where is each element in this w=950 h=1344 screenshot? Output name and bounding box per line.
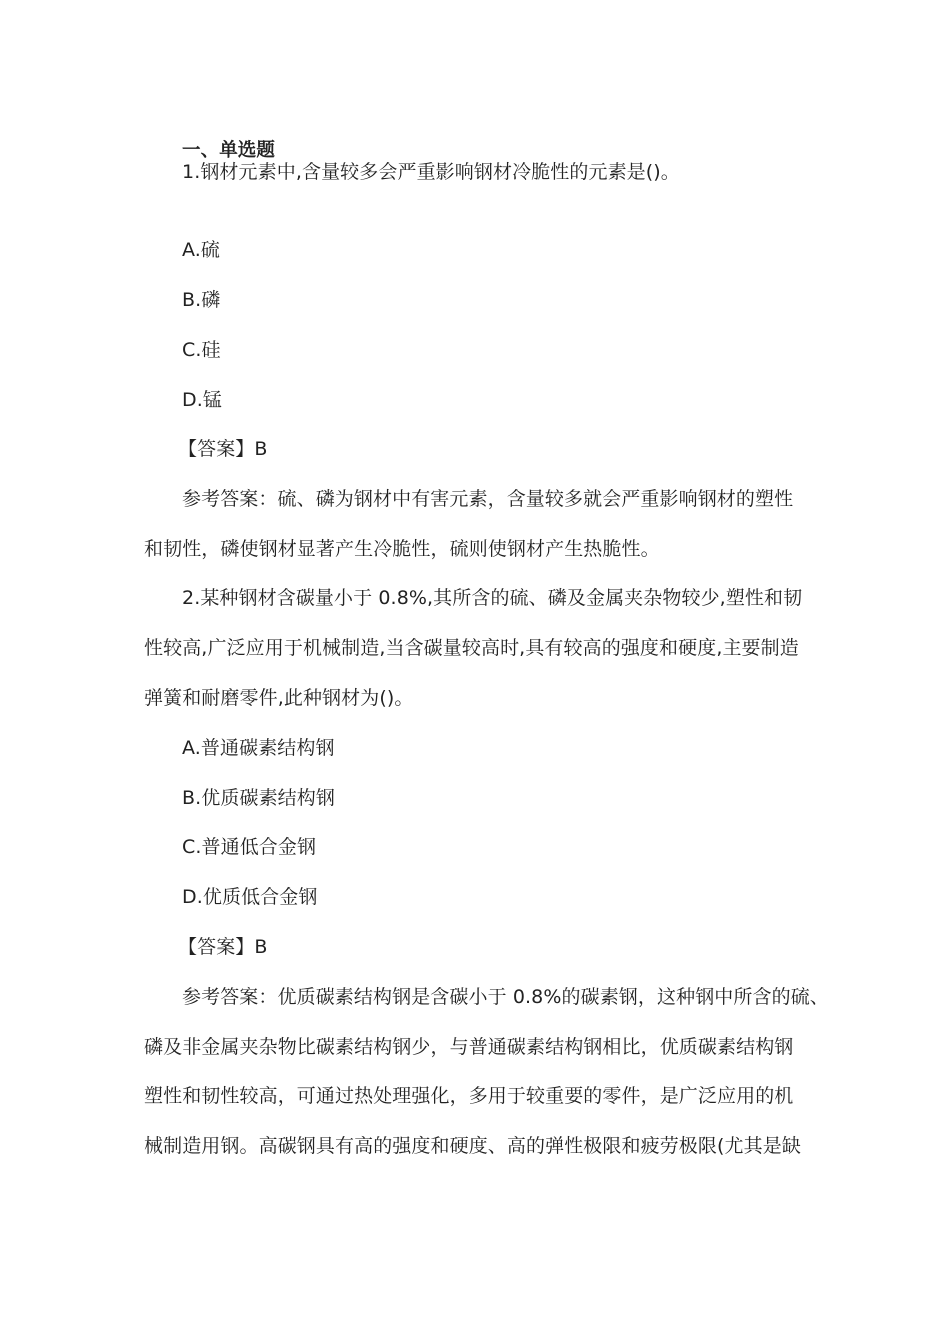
answer-label: 【答案】B xyxy=(178,936,268,958)
option-b: B.磷 xyxy=(182,289,221,311)
answer-label: 【答案】B xyxy=(178,438,268,460)
explanation-line: 参考答案：优质碳素结构钢是含碳小于 0.8%的碳素钢，这种钢中所含的硫、 xyxy=(182,986,829,1008)
option-d: D.锰 xyxy=(182,389,222,411)
explanation-line: 磷及非金属夹杂物比碳素结构钢少，与普通碳素结构钢相比，优质碳素结构钢 xyxy=(144,1036,794,1058)
question-stem-line: 1.钢材元素中,含量较多会严重影响钢材冷脆性的元素是()。 xyxy=(182,161,680,183)
section-heading: 一、单选题 xyxy=(182,140,276,161)
explanation-line: 械制造用钢。高碳钢具有高的强度和硬度、高的弹性极限和疲劳极限(尤其是缺 xyxy=(144,1135,801,1157)
explanation-line: 和韧性，磷使钢材显著产生冷脆性，硫则使钢材产生热脆性。 xyxy=(144,538,660,560)
option-c: C.普通低合金钢 xyxy=(182,836,317,858)
explanation-line: 参考答案：硫、磷为钢材中有害元素，含量较多就会严重影响钢材的塑性 xyxy=(182,488,794,510)
option-d: D.优质低合金钢 xyxy=(182,886,318,908)
explanation-line: 塑性和韧性较高，可通过热处理强化，多用于较重要的零件，是广泛应用的机 xyxy=(144,1085,794,1107)
option-a: A.硫 xyxy=(182,239,221,261)
option-c: C.硅 xyxy=(182,339,221,361)
question-stem-line: 弹簧和耐磨零件,此种钢材为()。 xyxy=(144,687,414,709)
option-b: B.优质碳素结构钢 xyxy=(182,787,335,809)
question-stem-line: 性较高,广泛应用于机械制造,当含碳量较高时,具有较高的强度和硬度,主要制造 xyxy=(144,637,799,659)
question-stem-line: 2.某种钢材含碳量小于 0.8%,其所含的硫、磷及金属夹杂物较少,塑性和韧 xyxy=(182,587,803,609)
option-a: A.普通碳素结构钢 xyxy=(182,737,335,759)
